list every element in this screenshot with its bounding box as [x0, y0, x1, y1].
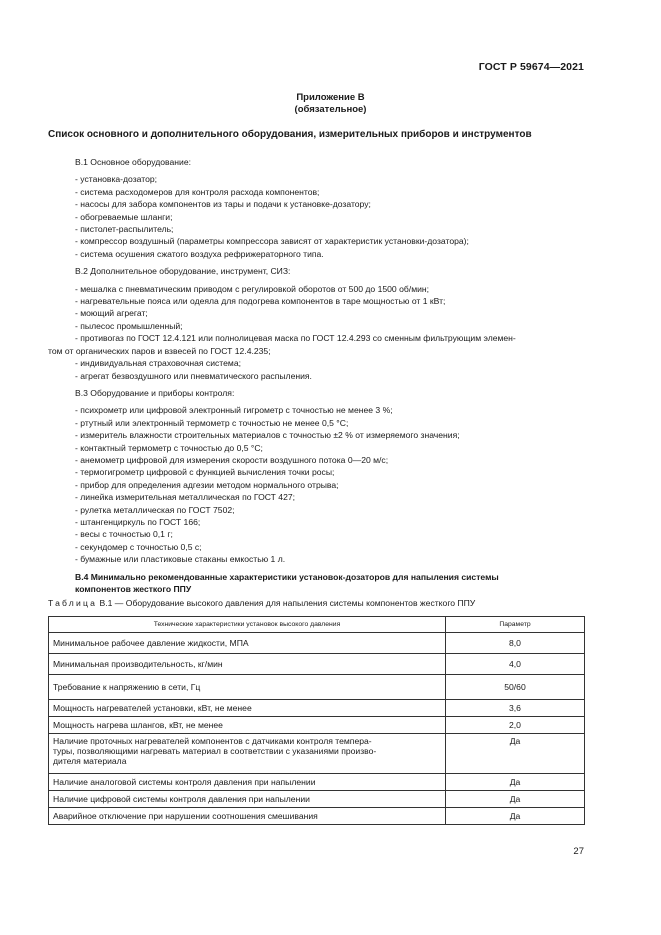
- list-item: - моющий агрегат;: [75, 308, 148, 319]
- cell-value: 3,6: [446, 700, 585, 717]
- cell-name: Мощность нагревателей установки, кВт, не менее: [49, 700, 446, 717]
- table-row: [49, 808, 585, 825]
- list-item: - линейка измерительная металлическая по ГОСТ 427;: [75, 492, 296, 503]
- annex-title: Приложение В: [296, 92, 365, 103]
- b1-list: [48, 173, 588, 260]
- table-caption-text: В.1 — Оборудование высокого давления для напыления системы компонентов жесткого ППУ: [97, 598, 476, 608]
- list-item: - система осушения сжатого воздуха рефрижераторного типа.: [75, 248, 324, 259]
- cell-name: Наличие цифровой системы контроля давления при напылении: [49, 791, 446, 808]
- list-item: - нагревательные пояса или одеяла для подогрева компонентов в таре мощностью от 1 кВт;: [75, 296, 446, 307]
- list-item: - штангенциркуль по ГОСТ 166;: [75, 516, 201, 527]
- list-item: - пистолет-распылитель;: [75, 224, 174, 235]
- page-number: 27: [573, 846, 584, 857]
- b2-list: [48, 283, 588, 382]
- cell-name: Требование к напряжению в сети, Гц: [49, 675, 446, 700]
- table-caption: [48, 598, 475, 608]
- cell-name: Минимальная производительность, кг/мин: [49, 654, 446, 675]
- list-item: - психрометр или цифровой электронный гигрометр с точностью не менее 3 %;: [75, 405, 393, 416]
- cell-value: Да: [446, 734, 585, 774]
- table-row: [49, 734, 585, 774]
- b4-heading-line2: компонентов жесткого ППУ: [75, 584, 192, 594]
- table-row: [49, 654, 585, 675]
- equipment-table: [48, 616, 585, 825]
- cell-value: 50/60: [446, 675, 585, 700]
- list-item: - установка-дозатор;: [75, 174, 158, 185]
- list-item: - прибор для определения адгезии методом нормального отрыва;: [75, 479, 339, 490]
- section-title: Список основного и дополнительного оборудования, измерительных приборов и инструментов: [48, 129, 532, 140]
- cell-name: Минимальное рабочее давление жидкости, МПА: [49, 633, 446, 654]
- table-header-row: [49, 617, 585, 633]
- b4-heading-line1: В.4 Минимально рекомендованные характеристики установок-дозаторов для напыления системы: [75, 571, 499, 582]
- list-item: - термогигрометр цифровой с функцией вычисления точки росы;: [75, 467, 335, 478]
- col-header-parameter: Параметр: [446, 617, 585, 633]
- list-item: - измеритель влажности строительных материалов с точностью ±2 % от измеряемого значения;: [75, 430, 460, 441]
- b1-heading: В.1 Основное оборудование:: [75, 157, 191, 167]
- table-row: [49, 633, 585, 654]
- col-header-characteristics: Технические характеристики установок высокого давления: [49, 617, 446, 633]
- list-item: - компрессор воздушный (параметры компрессора зависят от характеристик установки-дозатора);: [75, 236, 469, 247]
- list-item: - анемометр цифровой для измерения скорости воздушного потока 0—20 м/с;: [75, 454, 389, 465]
- b3-list: [48, 404, 588, 565]
- list-item: - насосы для забора компонентов из тары и подачи к установке-дозатору;: [75, 199, 371, 210]
- cell-value: Да: [446, 774, 585, 791]
- list-item: - контактный термометр с точностью до 0,5 °С;: [75, 442, 263, 453]
- document-body: [48, 156, 588, 595]
- list-item: - индивидуальная страховочная система;: [75, 358, 241, 369]
- list-item: - секундомер с точностью 0,5 с;: [75, 541, 202, 552]
- table-row: [49, 700, 585, 717]
- list-item: - ртутный или электронный термометр с точностью не менее 0,5 °С;: [75, 417, 349, 428]
- b2-heading: В.2 Дополнительное оборудование, инструмент, СИЗ:: [75, 266, 291, 277]
- list-item: - рулетка металлическая по ГОСТ 7502;: [75, 504, 235, 515]
- table-row: [49, 774, 585, 791]
- cell-name: [49, 734, 446, 774]
- table-row: [49, 675, 585, 700]
- annex-status: (обязательное): [294, 104, 367, 115]
- list-item: - противогаз по ГОСТ 12.4.121 или полнолицевая маска по ГОСТ 12.4.293 со сменным фильтрующим элемен-: [75, 333, 516, 344]
- cell-value: 4,0: [446, 654, 585, 675]
- list-item: - обогреваемые шланги;: [75, 211, 173, 222]
- list-item: - мешалка с пневматическим приводом с регулировкой оборотов от 500 до 1500 об/мин;: [75, 283, 430, 294]
- list-item: - бумажные или пластиковые стаканы емкостью 1 л.: [75, 554, 286, 565]
- list-item: - агрегат безвоздушного или пневматического распыления.: [75, 370, 312, 381]
- cell-value: Да: [446, 791, 585, 808]
- table-row: [49, 791, 585, 808]
- cell-name: Мощность нагрева шлангов, кВт, не менее: [49, 717, 446, 734]
- cell-name: Наличие аналоговой системы контроля давления при напылении: [49, 774, 446, 791]
- annex-heading: [0, 92, 661, 116]
- list-item: - система расходомеров для контроля расхода компонентов;: [75, 186, 320, 197]
- cell-name: Аварийное отключение при нарушении соотношения смешивания: [49, 808, 446, 825]
- b3-heading: В.3 Оборудование и приборы контроля:: [75, 387, 235, 398]
- table-row: [49, 717, 585, 734]
- document-code: ГОСТ Р 59674—2021: [478, 61, 584, 73]
- cell-value: Да: [446, 808, 585, 825]
- cell-value: 2,0: [446, 717, 585, 734]
- cell-value: 8,0: [446, 633, 585, 654]
- list-item-continuation: том от органических паров и взвесей по ГОСТ 12.4.235;: [48, 345, 271, 356]
- cell-name-line: Наличие проточных нагревателей компонентов с датчиками контроля темпера-: [53, 736, 372, 746]
- cell-name-line: туры, позволяющими нагревать материал в соответствии с указаниями произво-: [53, 746, 377, 756]
- cell-name-line: дителя материала: [53, 756, 127, 766]
- list-item: - пылесос промышленный;: [75, 320, 183, 331]
- table-caption-label: Таблица: [48, 598, 98, 608]
- list-item: - весы с точностью 0,1 г;: [75, 529, 173, 540]
